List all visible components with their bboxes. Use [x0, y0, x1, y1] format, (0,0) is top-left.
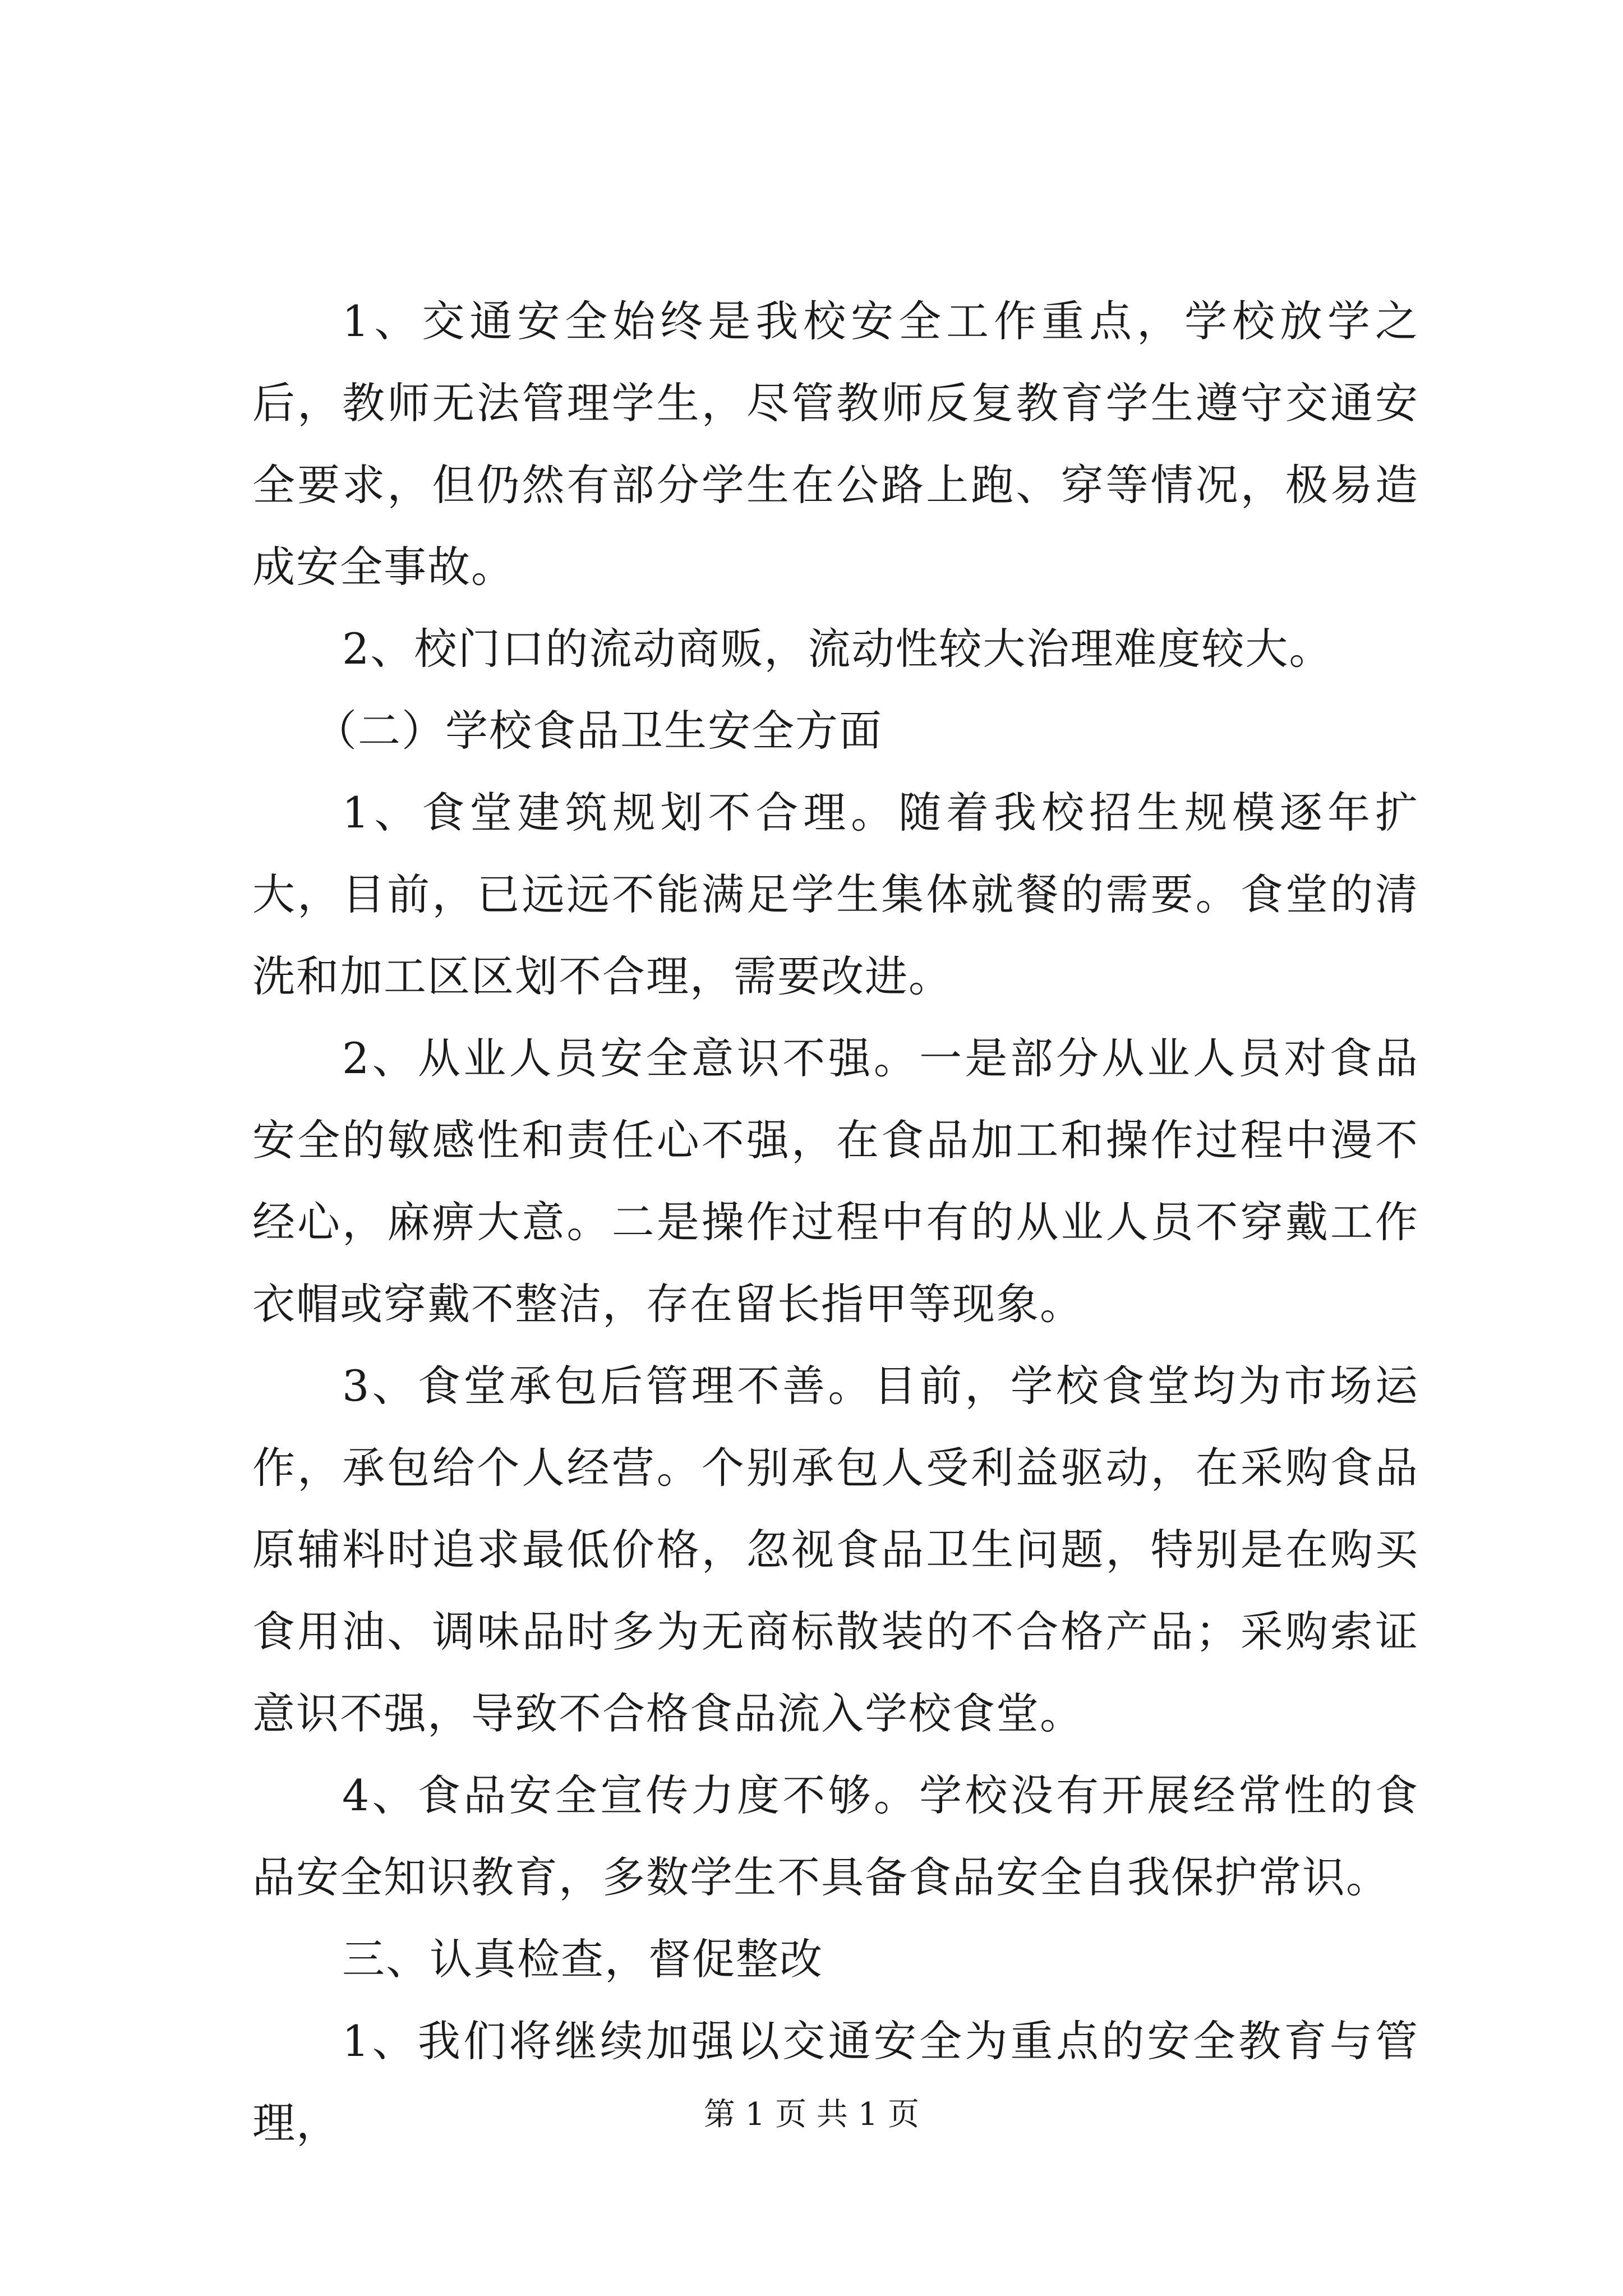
paragraph-food-safety-education: 4、食品安全宣传力度不够。学校没有开展经常性的食品安全知识教育，多数学生不具备食品安全自我保护常识。	[252, 1770, 1419, 1902]
document-body	[252, 280, 1419, 2164]
paragraph-staff-awareness: 2、从业人员安全意识不强。一是部分从业人员对食品安全的敏感性和责任心不强，在食品加工和操作过程中漫不经心，麻痹大意。二是操作过程中有的从业人员不穿戴工作衣帽或穿戴不整洁，存在留长指甲等现象。	[252, 1033, 1419, 1329]
page-footer: 第 1 页 共 1 页	[703, 2096, 920, 2133]
section-heading-inspection: 三、认真检查，督促整改	[342, 1934, 823, 1984]
section-heading-food-safety: （二）学校食品卫生安全方面	[314, 706, 883, 756]
paragraph-street-vendors: 2、校门口的流动商贩，流动性较大治理难度较大。	[342, 624, 1333, 674]
paragraph-traffic-safety: 1、交通安全始终是我校安全工作重点，学校放学之后，教师无法管理学生，尽管教师反复教育学生遵守交通安全要求，但仍然有部分学生在公路上跑、穿等情况，极易造成安全事故。	[252, 296, 1419, 592]
paragraph-traffic-education: 1、我们将继续加强以交通安全为重点的安全教育与管理，	[252, 2016, 1419, 2148]
paragraph-canteen-planning: 1、食堂建筑规划不合理。随着我校招生规模逐年扩大，目前，已远远不能满足学生集体就餐的需要。食堂的清洗和加工区区划不合理，需要改进。	[252, 788, 1419, 1001]
paragraph-canteen-management: 3、食堂承包后管理不善。目前，学校食堂均为市场运作，承包给个人经营。个别承包人受利益驱动，在采购食品原辅料时追求最低价格，忽视食品卫生问题，特别是在购买食用油、调味品时多为无商标散装的不合格产品；采购索证意识不强，导致不合格食品流入学校食堂。	[252, 1361, 1419, 1738]
